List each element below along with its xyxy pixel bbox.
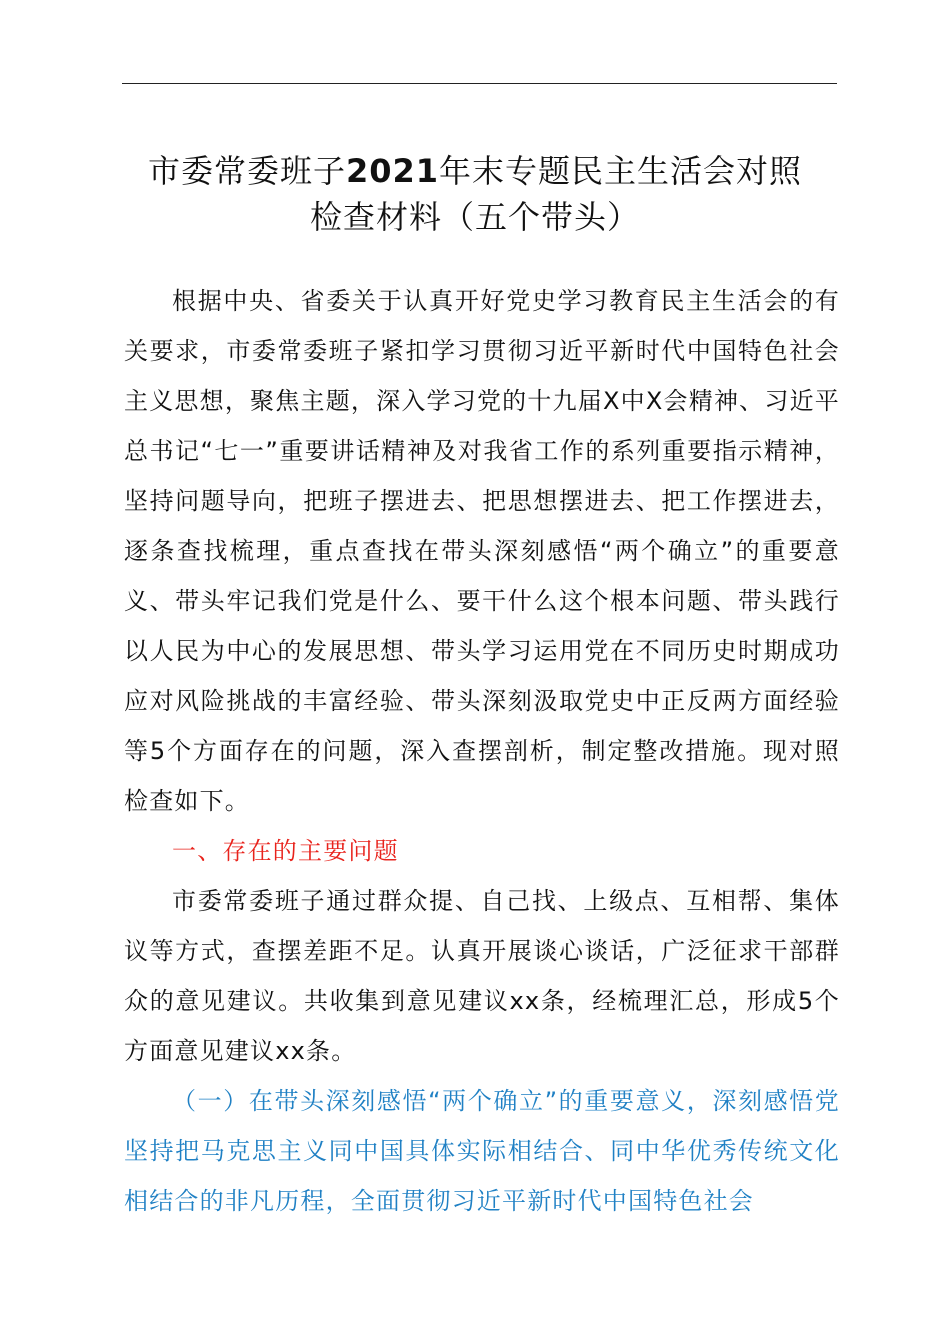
title-part-1: 市委常委班子 [147,152,346,190]
section-heading: 一、存在的主要问题 [172,837,399,865]
section-paragraph: 市委常委班子通过群众提、自己找、上级点、互相帮、集体议等方式，查摆差距不足。认真开展谈心谈话，广泛征求干部群众的意见建议。共收集到意见建议xx条，经梳理汇总，形成5个方面意见建议xx条。 [124,887,840,1065]
page-title [100,148,850,240]
intro-paragraph: 根据中央、省委关于认真开好党史学习教育民主生活会的有关要求，市委常委班子紧扣学习贯彻习近平新时代中国特色社会主义思想，聚焦主题，深入学习党的十九届X中X会精神、习近平总书记“七一”重要讲话精神及对我省工作的系列重要指示精神，坚持问题导向，把班子摆进去、把思想摆进去、把工作摆进去，逐条查找梳理，重点查找在带头深刻感悟“两个确立”的重要意义、带头牢记我们党是什么、要干什么这个根本问题、带头践行以人民为中心的发展思想、带头学习运用党在不同历史时期成功应对风险挑战的丰富经验、带头深刻汲取党史中正反两方面经验等5个方面存在的问题，深入查摆剖析，制定整改措施。现对照检查如下。 [124,287,840,815]
title-line-2: 检查材料（五个带头） [309,198,640,236]
title-part-2: 年末专题民主生活会对照 [439,152,803,190]
header-rule [122,83,837,84]
subsection-heading: （一）在带头深刻感悟“两个确立”的重要意义，深刻感悟党坚持把马克思主义同中国具体实际相结合、同中华优秀传统文化相结合的非凡历程，全面贯彻习近平新时代中国特色社会 [124,1087,840,1215]
document-body [124,276,840,1226]
title-year: 2021 [345,152,440,190]
title-line-1 [100,148,850,194]
